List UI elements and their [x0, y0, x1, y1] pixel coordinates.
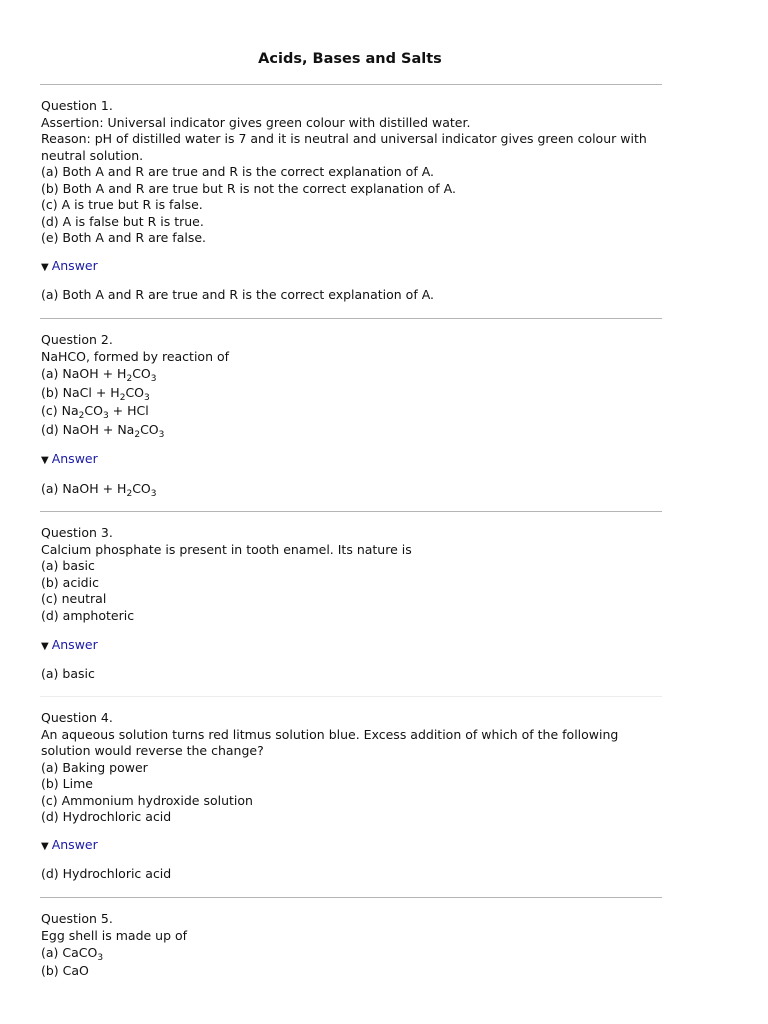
divider: [40, 897, 662, 898]
question-4: [41, 710, 666, 826]
question-1: [41, 98, 666, 247]
question-text: Assertion: Universal indicator gives green colour with distilled water.: [41, 114, 471, 130]
option-d: (d) amphoteric: [41, 607, 135, 623]
answer-toggle-label: Answer: [51, 837, 98, 852]
option-b: (b) NaCl + $H_2CO_3$: [41, 384, 150, 403]
option-a: (a) Both A and R are true and R is the correct explanation of A.: [41, 164, 434, 179]
question-text: NaHCO, formed by reaction of: [41, 348, 230, 364]
question-label: Question 5.: [41, 911, 113, 926]
option-c: (c) A is true but R is false.: [41, 197, 203, 212]
divider: [40, 318, 662, 319]
option-c: (c) $Na_2CO_3$ + HCl: [41, 403, 149, 421]
question-label: Question 4.: [41, 710, 113, 725]
triangle-down-icon: ▼: [41, 841, 49, 852]
option-d: (d) Hydrochloric acid: [41, 809, 172, 824]
option-b: (b) acidic: [41, 574, 99, 590]
question-5: [41, 911, 666, 979]
triangle-down-icon: ▼: [41, 262, 49, 273]
option-b: (b) CaO: [41, 962, 89, 978]
option-d: (d) NaOH + $Na_2CO_3$: [41, 421, 165, 440]
answer-2: (a) NaOH + $H_2CO_3$: [41, 481, 157, 499]
option-b: (b) Both A and R are true but R is not the correct explanation of A.: [41, 180, 456, 196]
option-a: (a) CaCO$_3$: [41, 945, 104, 963]
option-a: (a) NaOH + $H_2CO_3$: [41, 366, 157, 384]
answer-3: (a) basic: [41, 666, 95, 681]
option-d: (d) A is false but R is true.: [41, 213, 204, 229]
answer-1: (a) Both A and R are true and R is the correct explanation of A.: [41, 287, 434, 302]
question-label: Question 3.: [41, 525, 113, 540]
answer-toggle-label: Answer: [51, 451, 98, 466]
answer-toggle-label: Answer: [51, 258, 98, 273]
question-text: neutral solution.: [41, 147, 144, 163]
answer-toggle-3[interactable]: [41, 637, 98, 656]
question-label: Question 1.: [41, 98, 113, 113]
option-a: (a) Baking power: [41, 759, 148, 775]
answer-toggle-1[interactable]: [41, 258, 98, 277]
option-e: (e) Both A and R are false.: [41, 230, 207, 245]
page-title: Acids, Bases and Salts: [258, 51, 442, 67]
divider: [40, 511, 662, 512]
divider: [40, 84, 662, 85]
triangle-down-icon: ▼: [41, 641, 49, 652]
option-c: (c) Ammonium hydroxide solution: [41, 792, 253, 808]
question-3: [41, 525, 666, 624]
answer-toggle-2[interactable]: [41, 451, 98, 470]
option-b: (b) Lime: [41, 776, 93, 791]
question-text: Reason: pH of distilled water is 7 and it is neutral and universal indicator gives green colour with: [41, 131, 647, 146]
divider: [40, 696, 662, 697]
answer-toggle-label: Answer: [51, 637, 98, 652]
option-a: (a) basic: [41, 558, 95, 573]
question-label: Question 2.: [41, 332, 113, 347]
triangle-down-icon: ▼: [41, 455, 49, 466]
question-text: solution would reverse the change?: [41, 743, 264, 758]
question-2: [41, 332, 666, 438]
answer-toggle-4[interactable]: [41, 837, 98, 856]
option-c: (c) neutral: [41, 591, 107, 606]
question-text: Calcium phosphate is present in tooth enamel. Its nature is: [41, 541, 412, 557]
answer-4: (d) Hydrochloric acid: [41, 866, 172, 881]
question-text: An aqueous solution turns red litmus solution blue. Excess addition of which of the following: [41, 726, 619, 742]
question-text: Egg shell is made up of: [41, 927, 188, 943]
